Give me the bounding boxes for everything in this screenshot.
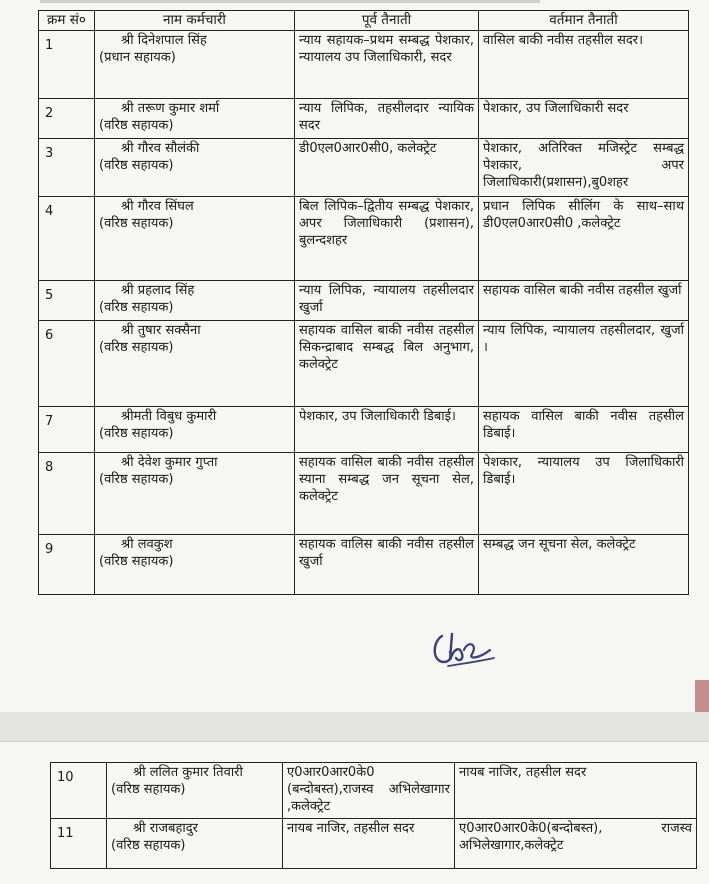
table-row <box>39 197 689 281</box>
previous-posting: सहायक वालिस बाकी नवीस तहसील खुर्जा <box>295 535 479 595</box>
header-current-posting: वर्तमान तैनाती <box>479 11 689 31</box>
current-posting: पेशकार, अतिरिक्त मजिस्ट्रेट सम्बद्ध पेशकार, अपर जिलाधिकारी(प्रशासन),बु0शहर <box>479 139 689 197</box>
table-row <box>39 453 689 535</box>
current-posting: न्याय लिपिक, न्यायालय तहसीलदार, खुर्जा । <box>479 321 689 407</box>
previous-posting: डी0एल0आर0सी0, कलेक्ट्रेट <box>295 139 479 197</box>
employee-name: श्री दिनेशपाल सिंह <box>121 33 207 48</box>
current-posting: नायब नाजिर, तहसील सदर <box>455 763 697 819</box>
employee-cell <box>95 453 295 535</box>
employee-cell <box>95 139 295 197</box>
table-row <box>51 763 697 819</box>
table-row <box>39 99 689 139</box>
page-top-edge <box>40 0 540 3</box>
employee-cell <box>107 819 283 869</box>
employee-name: श्री गौरव सिंघल <box>121 199 194 214</box>
previous-posting: न्याय लिपिक, तहसीलदार न्यायिक सदर <box>295 99 479 139</box>
employee-cell <box>95 535 295 595</box>
previous-posting: ए0आर0आर0के0 (बन्दोबस्त),राजस्व अभिलेखागार ,कलेक्ट्रेट <box>283 763 455 819</box>
header-employee-name: नाम कर्मचारी <box>95 11 295 31</box>
serial-number: 1 <box>39 31 95 99</box>
employee-designation: (वरिष्ठ सहायक) <box>111 838 186 853</box>
serial-number: 11 <box>51 819 107 869</box>
employee-designation: (वरिष्ठ सहायक) <box>99 426 174 441</box>
page-edge-mark <box>695 680 709 712</box>
employee-cell <box>95 31 295 99</box>
serial-number: 9 <box>39 535 95 595</box>
table-row <box>39 535 689 595</box>
serial-number: 10 <box>51 763 107 819</box>
table-header-row <box>39 11 689 31</box>
previous-posting: न्याय सहायक–प्रथम सम्बद्ध पेशकार, न्यायालय उप जिलाधिकारी, सदर <box>295 31 479 99</box>
employee-designation: (प्रधान सहायक) <box>99 50 176 65</box>
employee-designation: (वरिष्ठ सहायक) <box>111 782 186 797</box>
serial-number: 7 <box>39 407 95 453</box>
serial-number: 6 <box>39 321 95 407</box>
employee-cell <box>95 321 295 407</box>
employee-designation: (वरिष्ठ सहायक) <box>99 340 174 355</box>
employee-designation: (वरिष्ठ सहायक) <box>99 118 174 133</box>
employee-name: श्री ललित कुमार तिवारी <box>133 765 243 780</box>
signature <box>428 628 500 670</box>
current-posting: वासिल बाकी नवीस तहसील सदर। <box>479 31 689 99</box>
employee-name: श्री तरूण कुमार शर्मा <box>121 101 220 116</box>
employee-designation: (वरिष्ठ सहायक) <box>99 158 174 173</box>
transfer-table-continued <box>50 762 697 869</box>
employee-name: श्रीमती विबुध कुमारी <box>121 409 217 424</box>
employee-name: श्री देवेश कुमार गुप्ता <box>121 455 218 470</box>
employee-cell <box>107 763 283 819</box>
employee-cell <box>95 99 295 139</box>
current-posting: सम्बद्ध जन सूचना सेल, कलेक्ट्रेट <box>479 535 689 595</box>
header-previous-posting: पूर्व तैनाती <box>295 11 479 31</box>
previous-posting: सहायक वासिल बाकी नवीस तहसील स्याना सम्बद्ध जन सूचना सेल, कलेक्ट्रेट <box>295 453 479 535</box>
employee-cell <box>95 407 295 453</box>
current-posting: पेशकार, न्यायालय उप जिलाधिकारी डिबाई। <box>479 453 689 535</box>
table-row <box>39 321 689 407</box>
previous-posting: न्याय लिपिक, न्यायालय तहसीलदार खुर्जा <box>295 281 479 321</box>
employee-designation: (वरिष्ठ सहायक) <box>99 472 174 487</box>
employee-designation: (वरिष्ठ सहायक) <box>99 554 174 569</box>
previous-posting: नायब नाजिर, तहसील सदर <box>283 819 455 869</box>
current-posting: पेशकार, उप जिलाधिकारी सदर <box>479 99 689 139</box>
employee-designation: (वरिष्ठ सहायक) <box>99 300 174 315</box>
table-row <box>39 139 689 197</box>
employee-name: श्री लवकुश <box>121 537 173 552</box>
current-posting: सहायक वासिल बाकी नवीस तहसील खुर्जा <box>479 281 689 321</box>
serial-number: 3 <box>39 139 95 197</box>
transfer-table <box>38 10 689 595</box>
previous-posting: बिल लिपिक–द्वितीय सम्बद्ध पेशकार, अपर जिलाधिकारी (प्रशासन), बुलन्दशहर <box>295 197 479 281</box>
previous-posting: पेशकार, उप जिलाधिकारी डिबाई। <box>295 407 479 453</box>
current-posting: ए0आर0आर0के0(बन्दोबस्त), राजस्व अभिलेखागार,कलेक्ट्रेट <box>455 819 697 869</box>
employee-designation: (वरिष्ठ सहायक) <box>99 216 174 231</box>
employee-cell <box>95 281 295 321</box>
table-row <box>39 281 689 321</box>
employee-name: श्री प्रहलाद सिंह <box>121 283 195 298</box>
header-serial: क्रम सं० <box>39 11 95 31</box>
table-row <box>39 31 689 99</box>
previous-posting: सहायक वासिल बाकी नवीस तहसील सिकन्द्राबाद सम्बद्ध बिल अनुभाग, कलेक्ट्रेट <box>295 321 479 407</box>
employee-cell <box>95 197 295 281</box>
current-posting: प्रधान लिपिक सीलिंग के साथ–साथ डी0एल0आर0सी0 ,कलेक्ट्रेट <box>479 197 689 281</box>
table-row <box>39 407 689 453</box>
table-row <box>51 819 697 869</box>
serial-number: 5 <box>39 281 95 321</box>
employee-name: श्री राजबहादुर <box>133 821 198 836</box>
serial-number: 4 <box>39 197 95 281</box>
employee-name: श्री तुषार सक्सैना <box>121 323 201 338</box>
current-posting: सहायक वासिल बाकी नवीस तहसील डिबाई। <box>479 407 689 453</box>
page-gap <box>0 712 709 742</box>
serial-number: 8 <box>39 453 95 535</box>
employee-name: श्री गौरव सौलंकी <box>121 141 200 156</box>
serial-number: 2 <box>39 99 95 139</box>
